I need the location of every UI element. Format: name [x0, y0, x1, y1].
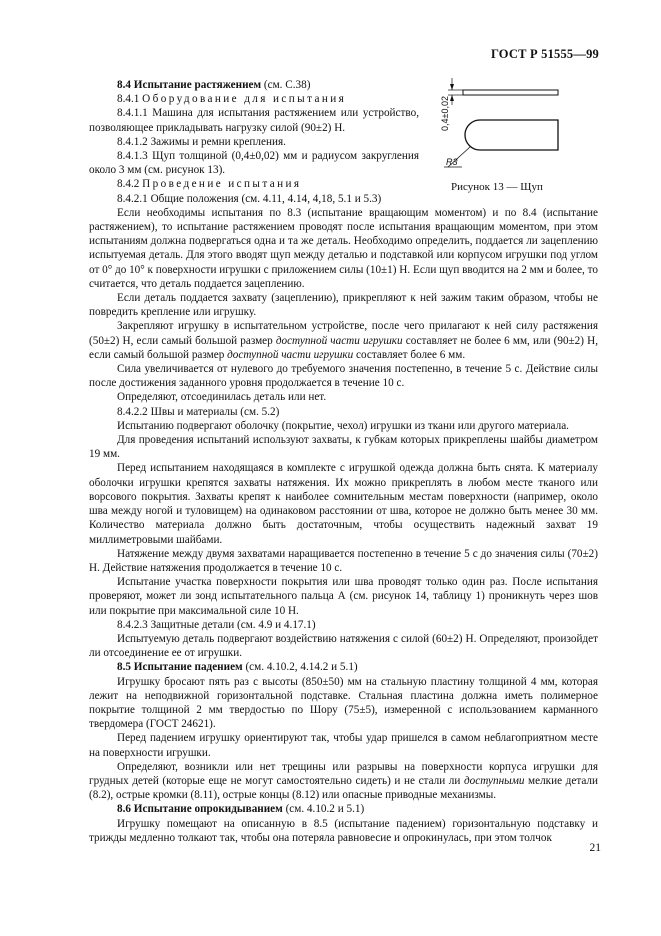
- paragraph: 8.4.1.2 Зажимы и ремни крепления.: [117, 135, 286, 148]
- paragraph: Определяют, отсоединилась деталь или нет.: [117, 391, 327, 404]
- paragraph: Игрушку бросают пять раз с высоты (850±50) мм на стальную пластину толщиной 4 мм, которая лежит на неподвижной горизонтальной подставке. Стальная пластина должна иметь полимерное покрытие толщиной 2 мм твердостью по Шору (75±5), измеренной с использованием карманного твердомера (ГОСТ 24621).: [89, 675, 598, 731]
- paragraph: Перед испытанием находящаяся в комплекте с игрушкой одежда должна быть снята. К материалу оболочки игрушки крепятся захваты натяжения. Их можно прикреплять в любом месте тканого или ворсового покрытия. Захваты крепят к наиболее сомнительным местам поверхности (например, около шва между ногой и туловищем) на одинаковом расстоянии от шва, которое не должно быть менее 30 мм. Количество материала должно быть достаточным, чтобы осуществить надежный захват 19 миллиметровыми шайбами.: [89, 462, 598, 546]
- paragraph: Сила увеличивается от нулевого до требуемого значения постепенно, в течение 5 с. Действие силы после достижения заданного уровня продолжается в течение 10 с.: [89, 363, 598, 390]
- page-number: 21: [589, 842, 601, 854]
- dim-thickness-label: 0,4±0,02: [440, 96, 450, 131]
- paragraph: 8.4.2.1 Общие положения (см. 4.11, 4.14, 4,18, 5.1 и 5.3): [117, 192, 382, 205]
- paragraph: Испытанию подвергают оболочку (покрытие, чехол) игрушки из ткани или другого материала.: [117, 419, 569, 432]
- section-heading-8-5: 8.5 Испытание падением (см. 4.10.2, 4.14.2 и 5.1): [117, 661, 358, 674]
- document-body: [89, 78, 598, 845]
- paragraph: 8.4.1.3 Щуп толщиной (0,4±0,02) мм и радиусом закругления около 3 мм (см. рисунок 13).: [89, 150, 419, 177]
- paragraph: Испытание участка поверхности покрытия или шва проводят только один раз. После испытания проверяют, может ли зонд испытательного пальца А (см. рисунок 14, таблицу 1) проникнуть через шов или покрытие при максимальной силе 10 Н.: [89, 576, 598, 617]
- paragraph: Если деталь поддается захвату (зацеплению), прикрепляют к ней зажим таким образом, чтобы не повредить крепление или игрушку.: [89, 292, 598, 319]
- paragraph: Испытуемую деталь подвергают воздействию натяжения с силой (60±2) Н. Определяют, произойдет ли отсоединение ее от игрушки.: [89, 632, 598, 660]
- dim-radius-label: R3: [446, 157, 458, 167]
- paragraph: 8.4.2.3 Защитные детали (см. 4.9 и 4.17.1): [117, 618, 316, 631]
- paragraph: Для проведения испытаний используют захваты, к губкам которых прикреплены шайбы диаметром 19 мм.: [89, 434, 598, 461]
- subheading-equipment: 8.4.1 Оборудование для испытания: [117, 93, 347, 106]
- document-header: ГОСТ Р 51555—99: [490, 47, 599, 61]
- subheading-procedure: 8.4.2 Проведение испытания: [117, 178, 302, 191]
- paragraph: 8.4.2.2 Швы и материалы (см. 5.2): [117, 405, 280, 418]
- paragraph: Игрушку помещают на описанную в 8.5 (испытание падением) горизонтальную подставку и трижды медленно толкают так, чтобы она потеряла равновесие и опрокинулась, при этом толчок: [89, 817, 598, 844]
- paragraph: Натяжение между двумя захватами наращивается постепенно в течение 5 с до значения силы (70±2) Н. Действие натяжения продолжается в течение 10 с.: [89, 547, 598, 574]
- figure-caption: Рисунок 13 — Щуп: [451, 181, 543, 193]
- section-heading-8-6: 8.6 Испытание опрокидыванием (см. 4.10.2 и 5.1): [117, 803, 365, 816]
- paragraph: 8.4.1.1 Машина для испытания растяжением или устройство, позволяющее прикладывать нагрузку силой (90±2) Н.: [89, 107, 419, 134]
- paragraph: Определяют, возникли или нет трещины или разрывы на поверхности корпуса игрушки для грудных детей (которые еще не могут самостоятельно сидеть) и не стали ли доступными мелкие детали (8.2), острые кромки (8.11), острые концы (8.12) или опасные приводные механизмы.: [89, 760, 598, 802]
- paragraph: Если необходимы испытания по 8.3 (испытание вращающим моментом) и по 8.4 (испытание растяжением), то испытание растяжением проводят после испытания вращающим моментом, при этом испытаниям должна подвергаться одна и та же деталь. Необходимо определить, поддается ли зацеплению испытуемая деталь. Для этого вводят щуп между деталью и подставкой или корпусом игрушки под углом от 0° до 10° к поверхности игрушки с приложением силы (10±1) Н. Если щуп вводится на 2 мм и более, то считается, что деталь поддается зацеплению.: [89, 206, 598, 290]
- section-heading-8-4: 8.4 Испытание растяжением (см. С.38): [117, 79, 311, 91]
- paragraph: Перед падением игрушку ориентируют так, чтобы удар пришелся в самом неблагоприятном месте на поверхности игрушки.: [89, 732, 598, 759]
- paragraph: Закрепляют игрушку в испытательном устройстве, после чего прилагают к ней силу растяжения (50±2) Н, если самый большой размер доступной части игрушки составляет не более 6 мм, или (90±2) Н, если самый большой размер доступной части игрушки составляет более 6 мм.: [89, 320, 598, 361]
